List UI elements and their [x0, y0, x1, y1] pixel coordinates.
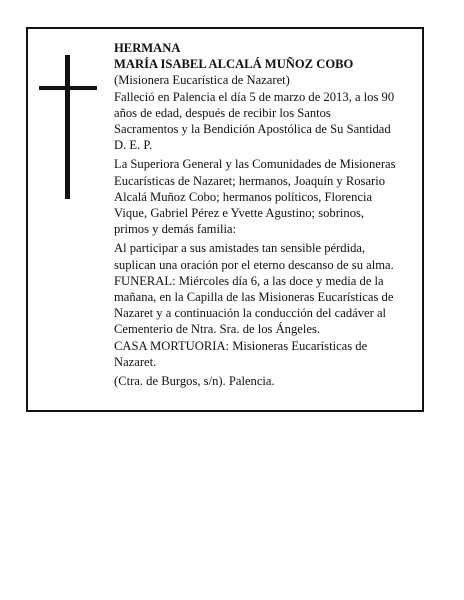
prayer-line-2: suplican una oración por el eterno descanso de su alma.: [114, 257, 394, 272]
cross-horizontal-bar: [39, 86, 97, 90]
house-line-2: Nazaret.: [114, 354, 157, 369]
address-line: (Ctra. de Burgos, s/n). Palencia.: [114, 374, 275, 389]
funeral-line-3: Nazaret y a continuación la conducción del cadáver al: [114, 306, 387, 321]
funeral-line-2: mañana, en la Capilla de las Misioneras Eucarísticas de: [114, 290, 394, 305]
funeral-line-1: FUNERAL: Miércoles día 6, a las doce y media de la: [114, 273, 384, 288]
obituary-frame: [26, 27, 424, 412]
death-line-3: Sacramentos y la Bendición Apostólica de Su Santidad: [114, 122, 391, 137]
prayer-line-1: Al participar a sus amistades tan sensible pérdida,: [114, 241, 366, 256]
cross-icon: [39, 55, 97, 199]
obituary-text: [114, 40, 422, 389]
house-line-1: CASA MORTUORIA: Misioneras Eucarísticas de: [114, 338, 368, 353]
family-line-5: primos y demás familia:: [114, 222, 237, 237]
funeral-line-4: Cementerio de Ntra. Sra. de los Ángeles.: [114, 322, 320, 337]
rip-line: D. E. P.: [114, 138, 153, 153]
cross-vertical-bar: [65, 55, 70, 199]
death-line-2: años de edad, después de recibir los Santos: [114, 105, 331, 120]
deceased-name: MARÍA ISABEL ALCALÁ MUÑOZ COBO: [114, 57, 354, 72]
family-line-3: Alcalá Muñoz Cobo; hermanos políticos, Florencia: [114, 189, 373, 204]
death-line-1: Falleció en Palencia el día 5 de marzo de 2013, a los 90: [114, 89, 395, 104]
heading: HERMANA: [114, 41, 181, 55]
family-line-4: Vique, Gabriel Pérez e Yvette Agustino; sobrinos,: [114, 206, 365, 221]
affiliation: (Misionera Eucarística de Nazaret): [114, 73, 290, 88]
family-line-2: Eucarísticas de Nazaret; hermanos, Joaquín y Rosario: [114, 173, 386, 188]
family-line-1: La Superiora General y las Comunidades de Misioneras: [114, 157, 396, 172]
